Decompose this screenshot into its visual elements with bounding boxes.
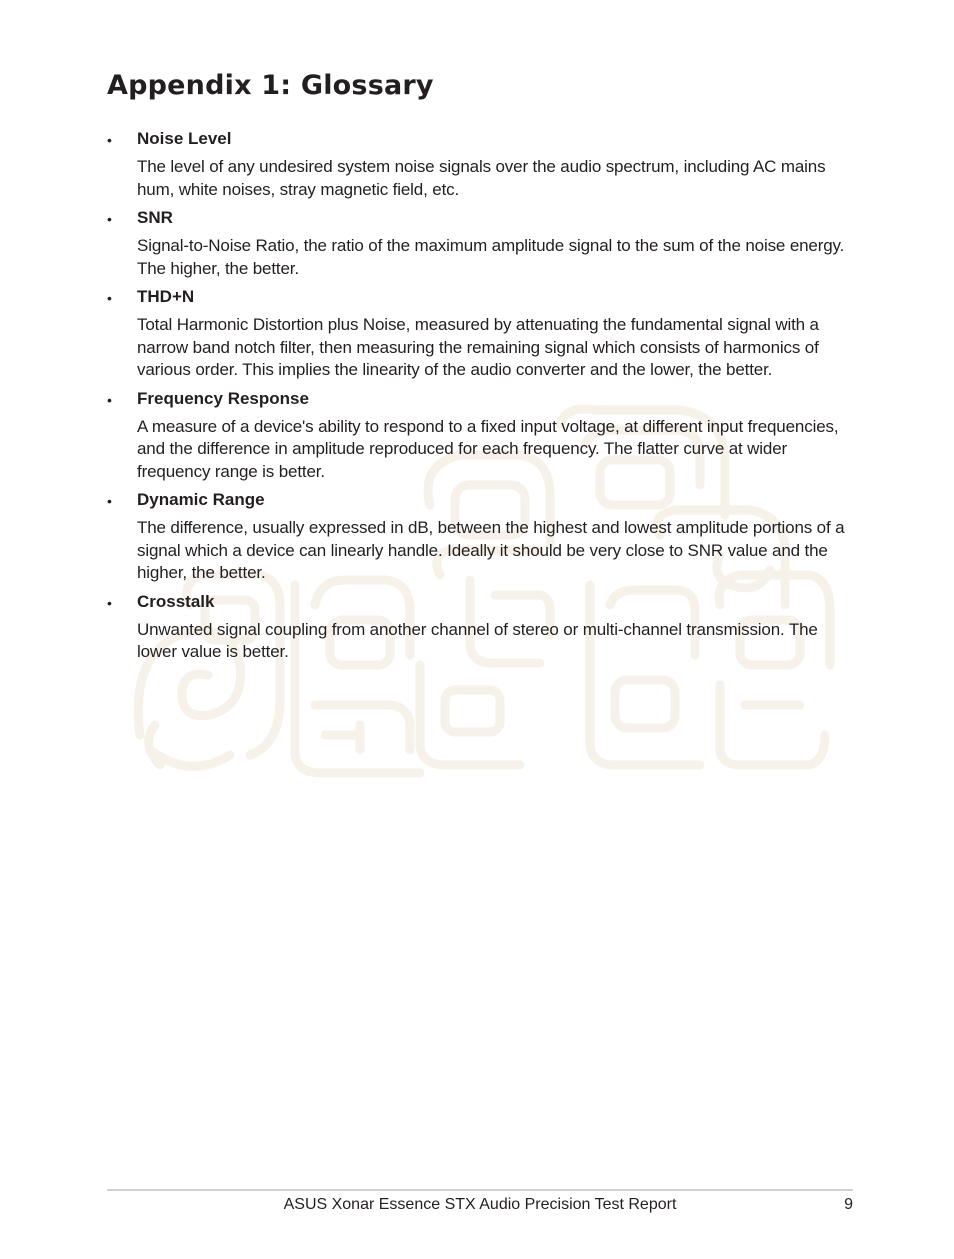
glossary-item-crosstalk: [107, 591, 852, 664]
glossary-term: Crosstalk: [137, 591, 215, 611]
glossary-definition: Signal-to-Noise Ratio, the ratio of the maximum amplitude signal to the sum of the noise energy. The higher, the better.: [137, 236, 845, 278]
glossary-item-snr: [107, 207, 852, 280]
glossary-item-dynamic-range: [107, 489, 852, 585]
glossary-term: Dynamic Range: [137, 490, 265, 509]
glossary-definition: The difference, usually expressed in dB, between the highest and lowest amplitude portions of a signal which a device can linearly handle. Ideally it should be very close to SNR value and the higher, the better.: [137, 518, 845, 582]
glossary-item-noise-level: [107, 128, 852, 201]
page-number: 9: [844, 1196, 853, 1213]
glossary-definition: Total Harmonic Distortion plus Noise, measured by attenuating the fundamental signal with a narrow band notch filter, then measuring the remaining signal which consists of harmonics of various order. This implies the linearity of the audio converter and the lower, the better.: [137, 315, 819, 379]
glossary-term: Frequency Response: [137, 388, 309, 408]
footer-divider: [107, 1189, 853, 1191]
bullet-icon: •: [107, 493, 112, 509]
bullet-icon: •: [107, 290, 112, 306]
page-title: Appendix 1: Glossary: [107, 70, 434, 101]
glossary-definition: A measure of a device's ability to respond to a fixed input voltage, at different input frequencies, and the difference in amplitude reproduced for each frequency. The flatter curve at wider frequency range is better.: [137, 416, 839, 481]
bullet-icon: •: [107, 132, 112, 148]
glossary-definition: Unwanted signal coupling from another channel of stereo or multi-channel transmission. The lower value is better.: [137, 619, 818, 661]
bullet-icon: •: [107, 391, 112, 408]
bullet-icon: •: [107, 211, 112, 227]
footer-title: ASUS Xonar Essence STX Audio Precision Test Report: [283, 1196, 677, 1213]
glossary-term: Noise Level: [137, 129, 232, 148]
glossary-definition: The level of any undesired system noise signals over the audio spectrum, including AC mains hum, white noises, stray magnetic field, etc.: [137, 157, 826, 199]
glossary-list: [107, 128, 852, 670]
glossary-item-frequency-response: [107, 388, 852, 484]
glossary-term: SNR: [137, 208, 173, 227]
glossary-term: THD+N: [137, 287, 195, 306]
glossary-item-thd-n: [107, 286, 852, 382]
bullet-icon: •: [107, 594, 112, 611]
